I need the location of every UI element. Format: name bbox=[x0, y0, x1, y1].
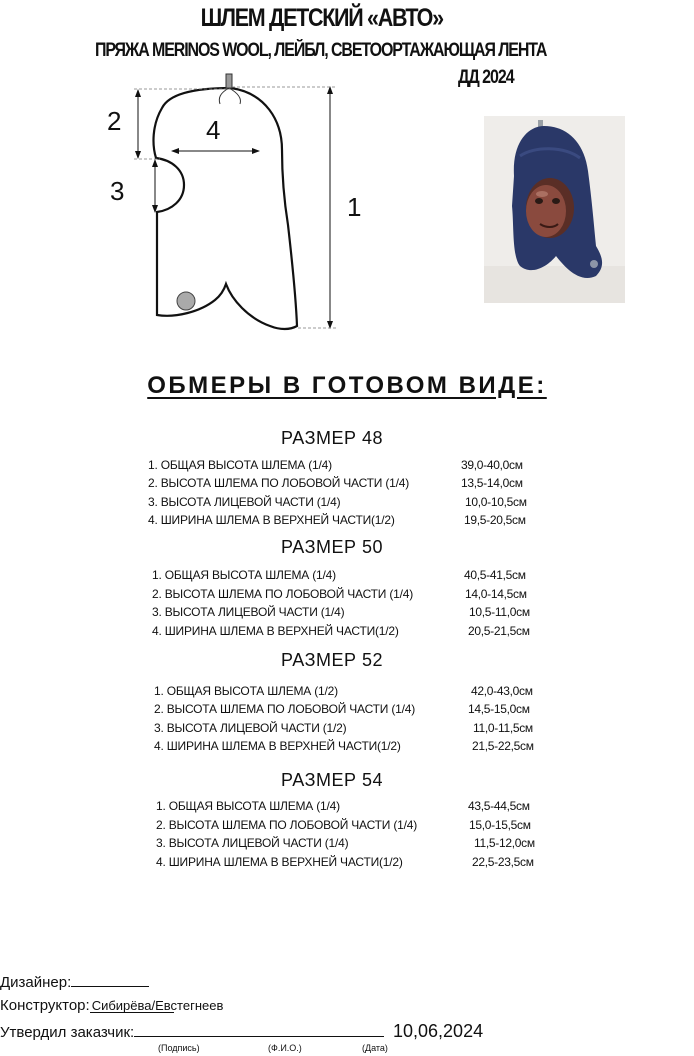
size-50-row-2-label: 2. ВЫСОТА ШЛЕМА ПО ЛОБОВОЙ ЧАСТИ (1/4) bbox=[152, 587, 414, 601]
size-54-row-4-value: 22,5-23,5см bbox=[472, 855, 534, 869]
caption-signature: (Подпись) bbox=[158, 1043, 200, 1053]
size-50-row-3-label: 3. ВЫСОТА ЛИЦЕВОЙ ЧАСТИ (1/4) bbox=[152, 605, 345, 619]
size-52-row-1-label: 1. ОБЩАЯ ВЫСОТА ШЛЕМА (1/2) bbox=[154, 684, 338, 698]
size-52-title: РАЗМЕР 52 bbox=[280, 650, 383, 670]
constructor-value: Сибирёва/Евстегнеев bbox=[91, 998, 224, 1013]
designer-signature bbox=[0, 972, 149, 991]
reflective-patch bbox=[177, 292, 195, 310]
size-54-row-1-value: 43,5-44,5см bbox=[468, 799, 530, 813]
size-50-row-1-label: 1. ОБЩАЯ ВЫСОТА ШЛЕМА (1/4) bbox=[152, 568, 336, 582]
designer-line bbox=[71, 972, 149, 987]
size-54-row-4-label: 4. ШИРИНА ШЛЕМА В ВЕРХНЕЙ ЧАСТИ(1/2) bbox=[156, 855, 403, 869]
size-52-row-1-value: 42,0-43,0см bbox=[471, 684, 533, 698]
approval-date: 10,06,2024 bbox=[393, 1021, 484, 1041]
size-52-row-4-value: 21,5-22,5см bbox=[472, 739, 534, 753]
size-50-row-4-label: 4. ШИРИНА ШЛЕМА В ВЕРХНЕЙ ЧАСТИ(1/2) bbox=[152, 624, 399, 638]
constructor-signature bbox=[0, 997, 224, 1014]
document-subtitle: ПРЯЖА MERINOS WOOL, ЛЕЙБЛ, СВЕТООРТАЖАЮЩАЯ ЛЕНТА bbox=[95, 40, 547, 61]
caption-name: (Ф.И.О.) bbox=[268, 1043, 302, 1053]
size-54-row-2-value: 15,0-15,5см bbox=[469, 818, 531, 832]
helmet-outline bbox=[154, 88, 297, 329]
size-52-row-2-value: 14,5-15,0см bbox=[468, 702, 530, 716]
product-photo bbox=[484, 116, 625, 303]
approval-signature bbox=[0, 1022, 384, 1041]
dimension-label-3: 3 bbox=[110, 176, 125, 206]
size-48-row-3-label: 3. ВЫСОТА ЛИЦЕВОЙ ЧАСТИ (1/4) bbox=[148, 495, 341, 509]
size-54-title: РАЗМЕР 54 bbox=[280, 770, 383, 790]
document-title: ШЛЕМ ДЕТСКИЙ «АВТО» bbox=[200, 4, 443, 32]
size-50-row-1-value: 40,5-41,5см bbox=[464, 568, 526, 582]
size-48-title: РАЗМЕР 48 bbox=[280, 428, 383, 448]
size-48-row-4-label: 4. ШИРИНА ШЛЕМА В ВЕРХНЕЙ ЧАСТИ(1/2) bbox=[148, 513, 395, 527]
constructor-label: Конструктор: bbox=[0, 997, 90, 1014]
size-52-row-2-label: 2. ВЫСОТА ШЛЕМА ПО ЛОБОВОЙ ЧАСТИ (1/4) bbox=[154, 702, 416, 716]
size-48-row-1-value: 39,0-40,0см bbox=[461, 458, 523, 472]
size-50-row-4-value: 20,5-21,5см bbox=[468, 624, 530, 638]
size-48-row-2-label: 2. ВЫСОТА ШЛЕМА ПО ЛОБОВОЙ ЧАСТИ (1/4) bbox=[148, 476, 410, 490]
measurements-section-title: ОБМЕРЫ В ГОТОВОМ ВИДЕ: bbox=[147, 372, 547, 399]
designer-label: Дизайнер: bbox=[0, 974, 72, 991]
caption-date: (Дата) bbox=[362, 1043, 388, 1053]
size-50-title: РАЗМЕР 50 bbox=[280, 537, 383, 557]
approval-line bbox=[134, 1022, 384, 1037]
helmet-top-tab bbox=[226, 74, 232, 88]
size-54-row-3-label: 3. ВЫСОТА ЛИЦЕВОЙ ЧАСТИ (1/4) bbox=[156, 836, 349, 850]
size-52-row-3-value: 11,0-11,5см bbox=[473, 721, 533, 735]
helmet-technical-diagram bbox=[100, 70, 360, 340]
size-48-row-1-label: 1. ОБЩАЯ ВЫСОТА ШЛЕМА (1/4) bbox=[148, 458, 332, 472]
size-48-row-4-value: 19,5-20,5см bbox=[464, 513, 526, 527]
size-48-row-3-value: 10,0-10,5см bbox=[465, 495, 527, 509]
size-54-row-1-label: 1. ОБЩАЯ ВЫСОТА ШЛЕМА (1/4) bbox=[156, 799, 340, 813]
document-code: ДД 2024 bbox=[458, 67, 514, 88]
size-50-row-2-value: 14,0-14,5см bbox=[465, 587, 527, 601]
product-photo-helmet-icon bbox=[484, 116, 625, 303]
size-52-row-3-label: 3. ВЫСОТА ЛИЦЕВОЙ ЧАСТИ (1/2) bbox=[154, 721, 347, 735]
dimension-label-4: 4 bbox=[206, 115, 221, 145]
dimension-label-1: 1 bbox=[347, 192, 362, 222]
size-54-row-2-label: 2. ВЫСОТА ШЛЕМА ПО ЛОБОВОЙ ЧАСТИ (1/4) bbox=[156, 818, 418, 832]
size-50-row-3-value: 10,5-11,0см bbox=[469, 605, 530, 619]
approved-label: Утвердил заказчик: bbox=[0, 1024, 135, 1041]
size-48-row-2-value: 13,5-14,0см bbox=[461, 476, 523, 490]
size-52-row-4-label: 4. ШИРИНА ШЛЕМА В ВЕРХНЕЙ ЧАСТИ(1/2) bbox=[154, 739, 401, 753]
size-54-row-3-value: 11,5-12,0см bbox=[474, 836, 535, 850]
dimension-label-2: 2 bbox=[107, 106, 122, 136]
